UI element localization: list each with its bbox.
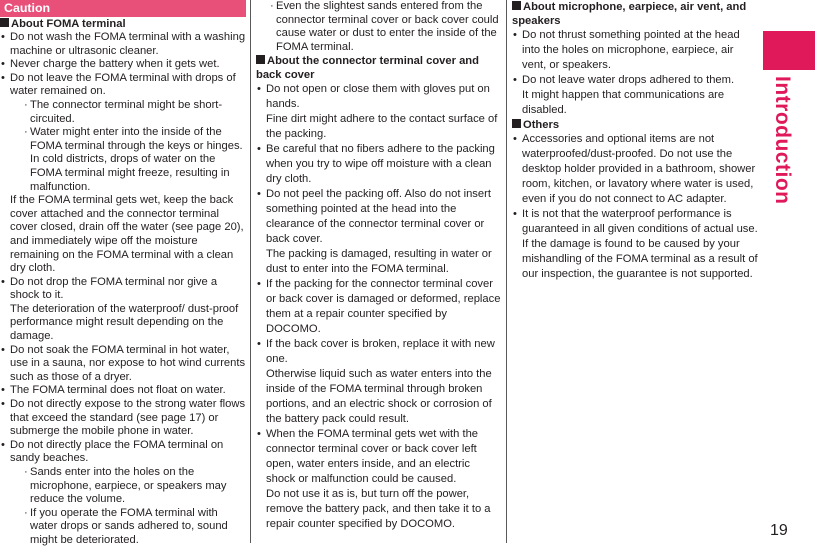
column-divider [506, 0, 507, 543]
sub-item: · If you operate the FOMA terminal with water drops or sands adhered to, sound might be deteriorated. [10, 507, 246, 548]
column-2 [256, 0, 502, 532]
others-list [512, 132, 758, 282]
section-heading-foma-terminal: About FOMA terminal [0, 17, 246, 31]
column-1 [0, 0, 246, 548]
list-item: • Do not thrust something pointed at the head into the holes on microphone, earpiece, air vent, or speakers. [512, 28, 758, 73]
list-item: • Never charge the battery when it gets wet. [0, 58, 246, 72]
list-item: • Do not directly place the FOMA terminal on sandy beaches. · Sands enter into the holes on the microphone, earpiece, or speakers may reduce the volume. · If you operate the FOMA terminal with water drops or sands adhered to, sound might be deteriorated. [0, 439, 246, 548]
list-item: • Accessories and optional items are not waterproofed/dust-proofed. Do not use the desktop holder provided in a bathroom, shower room, kitchen, or lavatory where water is used, even if you do not connect to AC adapter. [512, 132, 758, 207]
list-item: • Do not drop the FOMA terminal nor give a shock to it. The deterioration of the waterproof/ dust-proof performance might result depending on the damage. [0, 276, 246, 344]
list-item: • Do not wash the FOMA terminal with a washing machine or ultrasonic cleaner. [0, 31, 246, 58]
square-bullet-icon [512, 119, 521, 128]
item-note: Fine dirt might adhere to the contact surface of the packing. [266, 113, 498, 141]
item-note: It might happen that communications are disabled. [522, 89, 725, 116]
section-heading-microphone: About microphone, earpiece, air vent, and speakers [512, 1, 747, 27]
sub-item: · Sands enter into the holes on the microphone, earpiece, or speakers may reduce the volume. [10, 466, 246, 507]
column-divider [250, 0, 251, 543]
sub-item: · The connector terminal might be short-circuited. [10, 99, 246, 126]
list-item: • The FOMA terminal does not float on water. [0, 384, 246, 398]
list-item: • If the packing for the connector terminal cover or back cover is damaged or deformed, replace them at a repair counter specified by DOCOMO. [256, 277, 502, 337]
sub-item: · Water might enter into the inside of the FOMA terminal through the keys or hinges. In cold districts, drops of water on the FOMA terminal might freeze, resulting in malfunction. [10, 126, 246, 194]
section-heading-connector-cover: About the connector terminal cover and back cover [256, 55, 479, 82]
connector-cover-list [256, 82, 502, 532]
list-item: • Do not peel the packing off. Also do not insert something pointed at the head into the clearance of the connector terminal cover or back cover. The packing is damaged, resulting in water or dust to enter into the FOMA terminal. [256, 187, 502, 277]
square-bullet-icon [0, 18, 9, 27]
list-item: • When the FOMA terminal gets wet with the connector terminal cover or back cover left open, water enters inside, and an electric shock or malfunction could be caused. Do not use it as is, but turn off the power, remove the battery pack, and then take it to a repair counter specified by DOCOMO. [256, 427, 502, 532]
page-number: 19 [770, 522, 788, 539]
list-item: • It is not that the waterproof performance is guaranteed in all given conditions of actual use. If the damage is found to be caused by your mishandling of the FOMA terminal as a result of our inspection, the guarantee is not supported. [512, 207, 758, 282]
section-heading-others: Others [512, 118, 758, 132]
list-item: • Do not leave water drops adhered to them. It might happen that communications are disabled. [512, 73, 758, 118]
list-item: • Do not directly expose to the strong water flows that exceed the standard (see page 17) or submerge the mobile phone in water. [0, 398, 246, 439]
list-item: • If the back cover is broken, replace it with new one. Otherwise liquid such as water enters into the inside of the FOMA terminal through broken portions, and an electric shock or corrosion of the battery pack could result. [256, 337, 502, 427]
chapter-label: Introduction [771, 76, 794, 205]
chapter-tab [763, 31, 815, 70]
microphone-list [512, 28, 758, 118]
square-bullet-icon [512, 1, 521, 10]
item-note: Do not use it as is, but turn off the power, remove the battery pack, and then take it to a repair counter specified by DOCOMO. [266, 488, 491, 531]
item-note: If the FOMA terminal gets wet, keep the back cover attached and the connector terminal cover closed, drain off the water (see page 20), and immediately wipe off the moisture remaining on the FOMA terminal with a clean dry cloth. [10, 194, 244, 275]
list-item: • Be careful that no fibers adhere to the packing when you try to wipe off moisture with a clean dry cloth. [256, 142, 502, 187]
caution-banner: Caution [0, 0, 246, 17]
list-item: • Do not soak the FOMA terminal in hot water, use in a sauna, nor expose to hot wind currents such as those of a dryer. [0, 344, 246, 385]
list-item: • Do not open or close them with gloves put on hands. Fine dirt might adhere to the contact surface of the packing. [256, 82, 502, 142]
item-note: The deterioration of the waterproof/ dust-proof performance might result depending on the damage. [10, 302, 239, 343]
item-note: Otherwise liquid such as water enters into the inside of the FOMA terminal through broken portions, and an electric shock or corrosion of the battery pack could result. [266, 368, 492, 426]
sub-item-continued: · Even the slightest sands entered from the connector terminal cover or back cover could cause water or dust to enter the inside of the FOMA terminal. [256, 0, 502, 54]
foma-terminal-list [0, 31, 246, 548]
list-item: • Do not leave the FOMA terminal with drops of water remained on. · The connector terminal might be short-circuited. · Water might enter into the inside of the FOMA terminal through the keys or hinges. In cold districts, drops of water on the FOMA terminal might freeze, resulting in malfunction. If the FOMA terminal gets wet, keep the back cover attached and the connector terminal cover closed, drain off the water (see page 20), and immediately wipe off the moisture remaining on the FOMA terminal with a clean dry cloth. [0, 72, 246, 276]
square-bullet-icon [256, 55, 265, 64]
column-3 [512, 0, 758, 282]
item-note: The packing is damaged, resulting in water or dust to enter into the FOMA terminal. [266, 248, 492, 276]
